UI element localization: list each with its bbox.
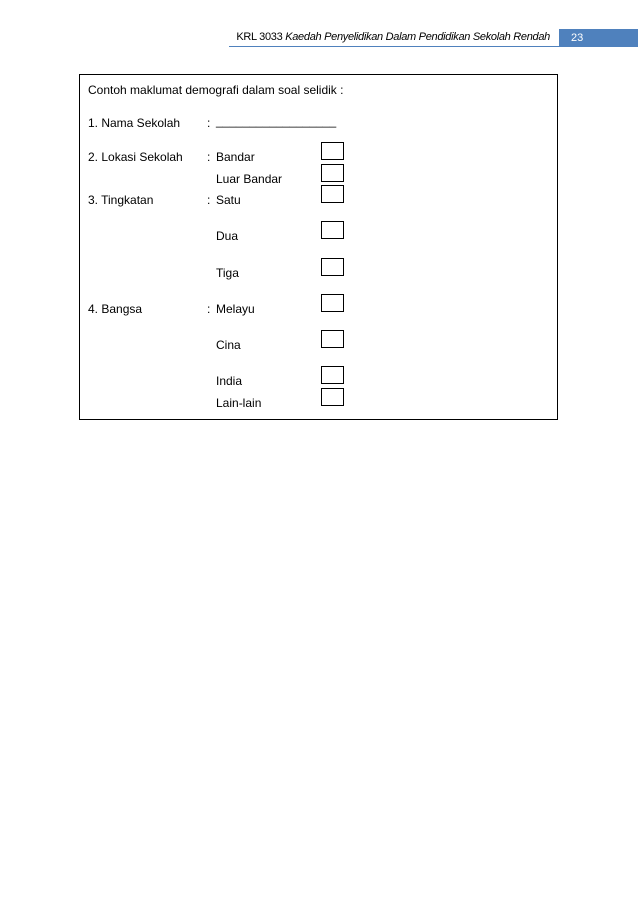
- option-lain-lain: Lain-lain: [216, 396, 262, 410]
- checkbox-lain-lain[interactable]: [321, 388, 344, 406]
- option-melayu: Melayu: [216, 302, 255, 316]
- q2-label: 2. Lokasi Sekolah: [88, 150, 183, 164]
- checkbox-tiga[interactable]: [321, 258, 344, 276]
- q3-label: 3. Tingkatan: [88, 193, 154, 207]
- page-number: 23: [559, 29, 638, 47]
- checkbox-dua[interactable]: [321, 221, 344, 239]
- option-bandar: Bandar: [216, 150, 255, 164]
- q2-colon: :: [207, 150, 211, 164]
- q1-label: 1. Nama Sekolah: [88, 116, 181, 130]
- form-intro: Contoh maklumat demografi dalam soal selidik :: [88, 83, 344, 97]
- checkbox-melayu[interactable]: [321, 294, 344, 312]
- checkbox-india[interactable]: [321, 366, 344, 384]
- checkbox-satu[interactable]: [321, 185, 344, 203]
- checkbox-luar-bandar[interactable]: [321, 164, 344, 182]
- demographic-form-box: [79, 74, 558, 420]
- course-code: KRL 3033: [236, 31, 283, 43]
- q1-blank-line[interactable]: __________________: [216, 114, 337, 128]
- header-title: [236, 31, 550, 43]
- checkbox-cina[interactable]: [321, 330, 344, 348]
- option-satu: Satu: [216, 193, 241, 207]
- q1-colon: :: [207, 116, 211, 130]
- option-cina: Cina: [216, 338, 241, 352]
- checkbox-bandar[interactable]: [321, 142, 344, 160]
- option-luar-bandar: Luar Bandar: [216, 172, 283, 186]
- q4-label: 4. Bangsa: [88, 302, 143, 316]
- page-header: [0, 29, 638, 47]
- header-rule: [229, 46, 559, 47]
- course-title: Kaedah Penyelidikan Dalam Pendidikan Sekolah Rendah: [285, 31, 550, 43]
- q3-colon: :: [207, 193, 211, 207]
- option-india: India: [216, 374, 243, 388]
- option-dua: Dua: [216, 229, 239, 243]
- option-tiga: Tiga: [216, 266, 239, 280]
- q4-colon: :: [207, 302, 211, 316]
